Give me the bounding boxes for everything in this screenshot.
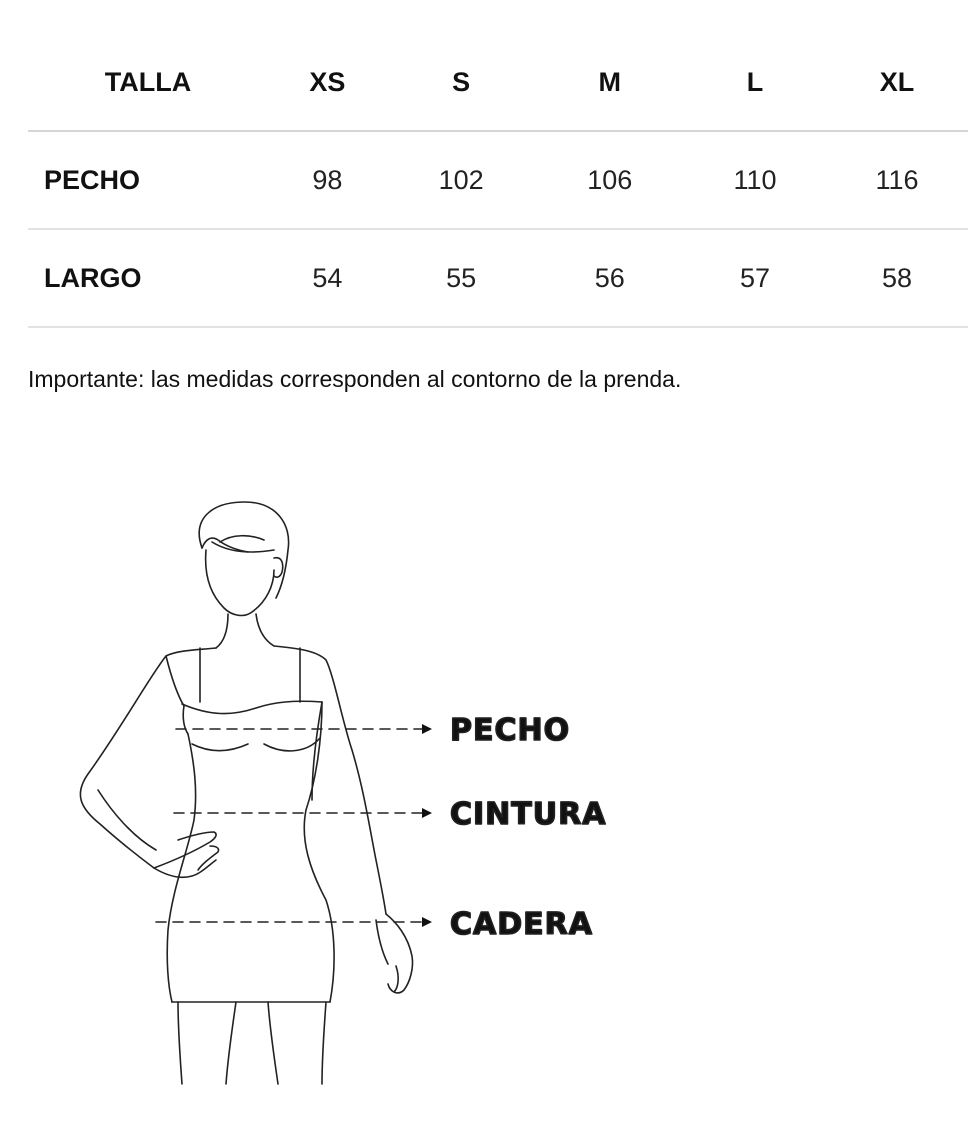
table-cell: 55 [387,229,536,327]
measurement-figure [60,490,660,1090]
waist-measure-line [174,808,432,818]
size-col-xs: XS [268,34,387,131]
table-cell: 54 [268,229,387,327]
measurement-note: Importante: las medidas corresponden al contorno de la prenda. [28,366,682,392]
table-cell: 58 [826,229,968,327]
table-cell: 102 [387,131,536,229]
table-cell: 98 [268,131,387,229]
row-label-length: LARGO [28,229,268,327]
chest-label: PECHO [450,713,571,748]
waist-label: CINTURA [450,797,607,832]
size-col-l: L [684,34,826,131]
size-col-s: S [387,34,536,131]
table-cell: 106 [535,131,684,229]
table-cell: 110 [684,131,826,229]
table-cell: 116 [826,131,968,229]
figure-outline [80,502,412,1084]
table-header-row [28,34,968,131]
size-chart-table [28,34,968,328]
size-header-label: TALLA [28,34,268,131]
size-col-m: M [535,34,684,131]
table-cell: 56 [535,229,684,327]
size-col-xl: XL [826,34,968,131]
body-illustration [60,490,660,1090]
table-cell: 57 [684,229,826,327]
table-row-chest [28,131,968,229]
chest-measure-line [176,724,432,734]
row-label-chest: PECHO [28,131,268,229]
table-row-length [28,229,968,327]
hip-label: CADERA [450,907,593,942]
